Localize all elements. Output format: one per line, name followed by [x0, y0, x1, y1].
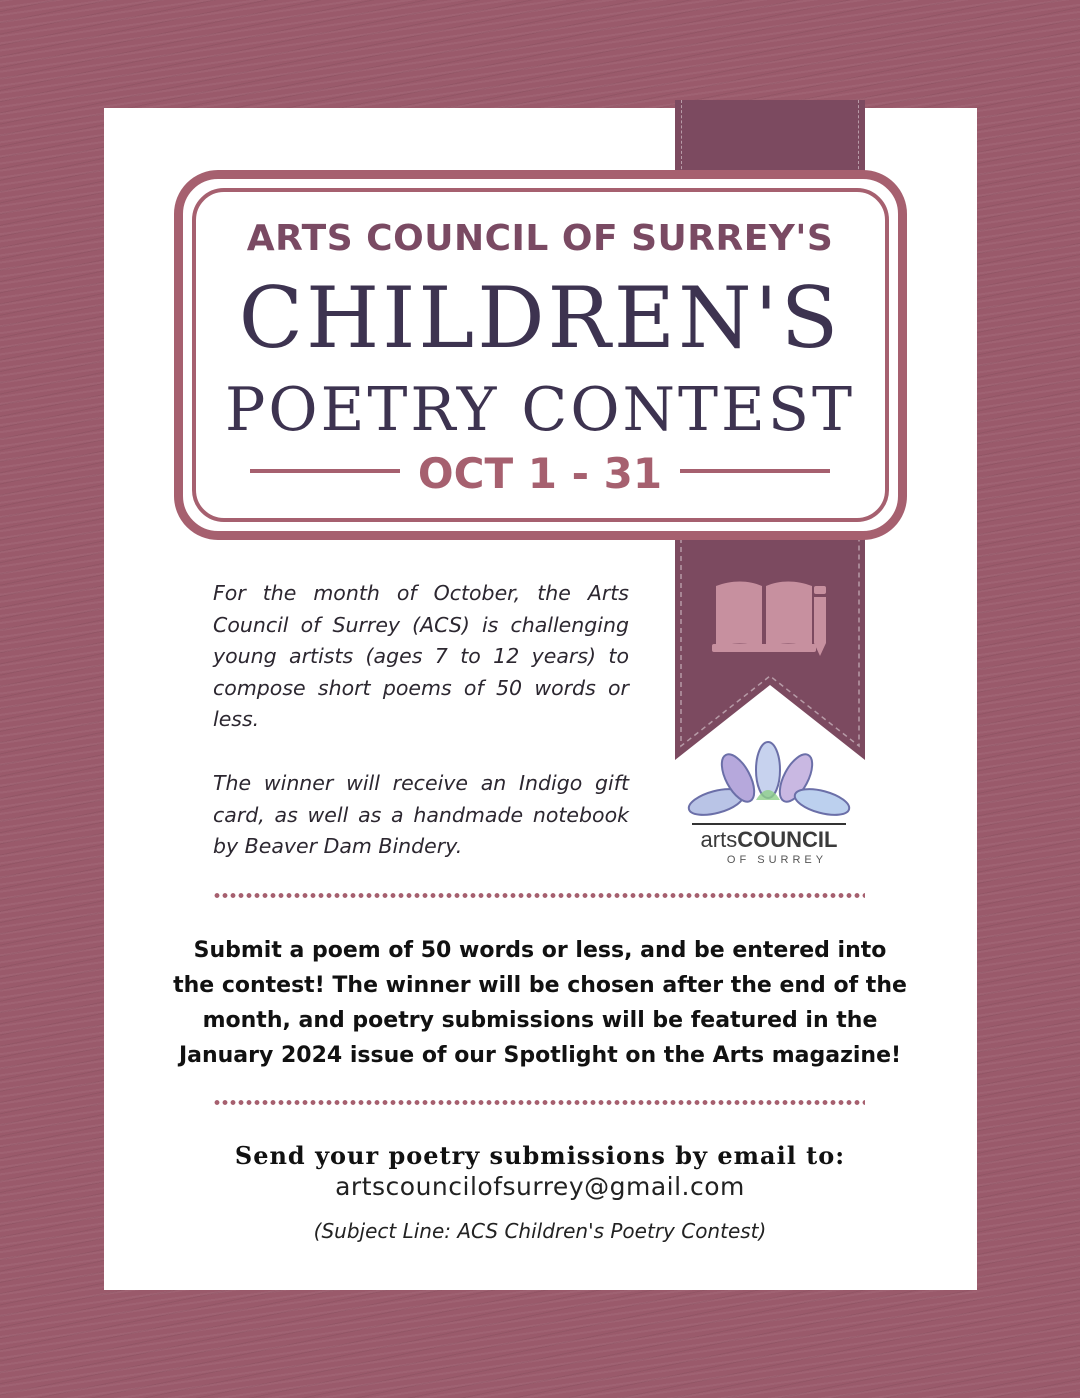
- intro-paragraph-2: The winner will receive an Indigo gift card, as well as a handmade notebook by Beaver Dam Bindery.: [213, 771, 629, 858]
- contact-label: Send your poetry submissions by email to:: [234, 1141, 846, 1170]
- contact-email[interactable]: artscouncilofsurrey@gmail.com: [335, 1172, 745, 1201]
- logo-word-council: COUNCIL: [737, 827, 838, 852]
- title-main: CHILDREN'S: [238, 269, 842, 367]
- logo-subtext: OF SURREY: [726, 854, 828, 866]
- logo-wordmark: [686, 828, 852, 852]
- date-rule-left: [250, 469, 400, 473]
- title-sub: POETRY CONTEST: [225, 375, 855, 445]
- contact-subject: (Subject Line: ACS Children's Poetry Contest): [313, 1219, 767, 1243]
- logo-word-arts: arts: [700, 827, 738, 852]
- call-to-action: Submit a poem of 50 words or less, and be entered into the contest! The winner will be chosen after the end of the month, and poetry submissions will be featured in the January 2024 issue of our Spotlight on the Arts magazine!: [173, 938, 907, 1068]
- pencil-icon: [814, 586, 826, 656]
- title-dates: OCT 1 - 31: [417, 449, 663, 498]
- intro-paragraph-1: For the month of October, the Arts Council of Surrey (ACS) is challenging young artists (ages 7 to 12 years) to compose short poems of 50 words or less.: [213, 581, 629, 731]
- book-icon: [712, 578, 832, 662]
- title-org: ARTS COUNCIL OF SURREY'S: [246, 218, 834, 259]
- dotted-divider-1: [213, 893, 865, 898]
- date-rule-right: [680, 469, 830, 473]
- dotted-divider-2: [213, 1100, 865, 1105]
